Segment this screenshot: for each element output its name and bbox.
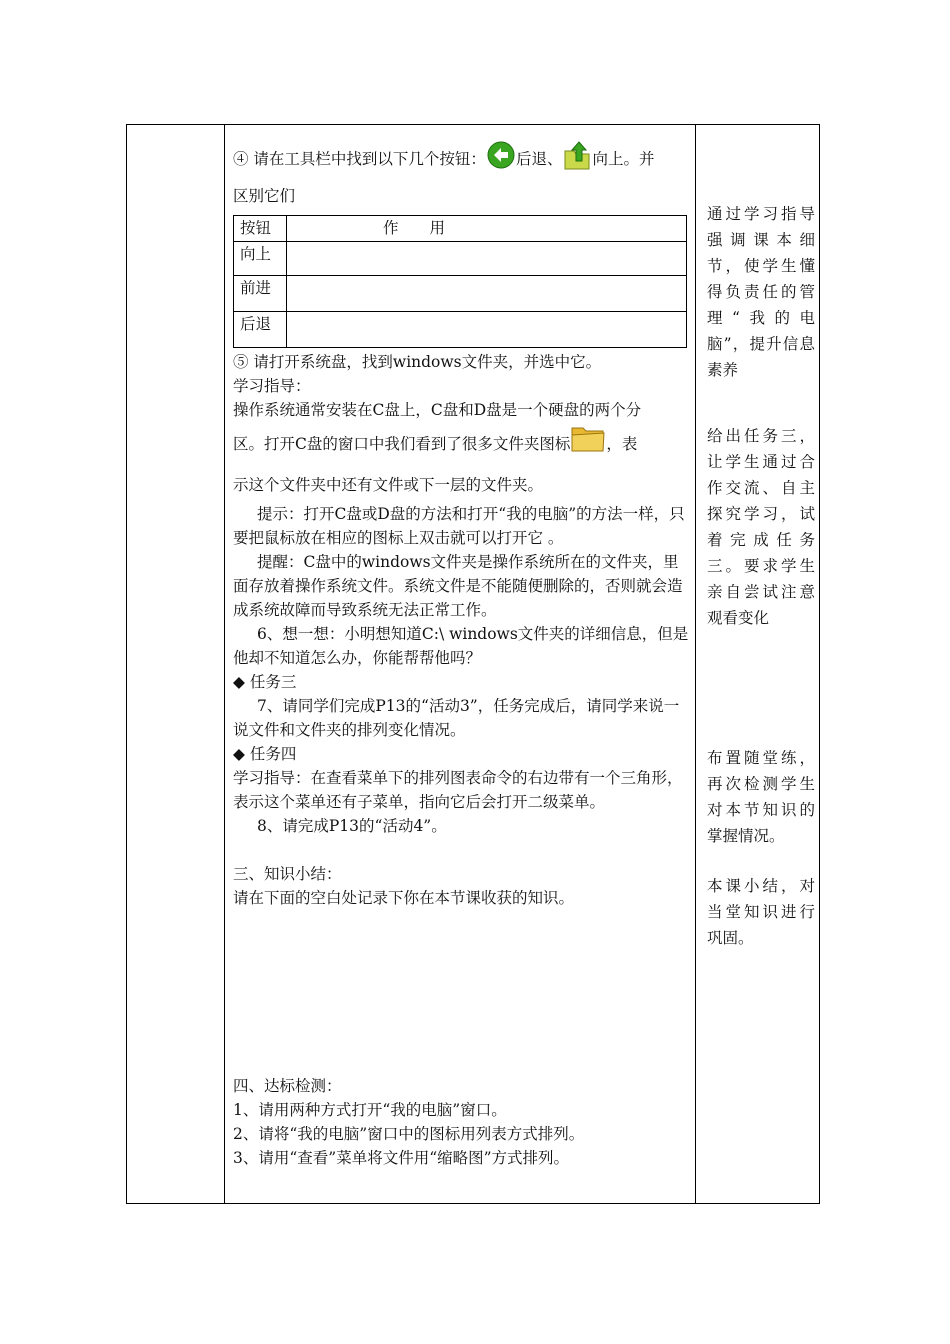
guide1-line3: 示这个文件夹中还有文件或下一层的文件夹。	[233, 476, 544, 494]
note-3: 布置随堂练，再次检测学生对本节知识的掌握情况。	[707, 749, 815, 845]
button-function-table	[233, 215, 687, 348]
task4-text: 8、请完成P13的“活动4”。	[257, 817, 447, 835]
table-cell-back-desc	[287, 312, 687, 348]
summary-title: 三、知识小结：	[233, 865, 342, 883]
guide1-line2-end: ，表	[606, 435, 638, 453]
task4-intro-text: ④ 请在工具栏中找到以下几个按钮：	[233, 150, 486, 168]
guide2-text: 学习指导：在查看菜单下的排列图表命令的右边带有一个三角形，表示这个菜单还有子菜单，指向它后会打开二级菜单。	[233, 769, 683, 811]
table-row-forward: 前进	[234, 276, 287, 312]
table-row-back: 后退	[234, 312, 287, 348]
note-1: 通过学习指导强调课本细节，使学生懂得负责任的管理“我的电脑”，提升信息素养	[707, 205, 815, 379]
back-arrow-icon	[486, 141, 516, 179]
task4-title: ◆ 任务四	[233, 745, 297, 763]
check-item-1: 1、请用两种方式打开“我的电脑”窗口。	[233, 1101, 507, 1119]
think-text: 6、想一想：小明想知道C:\ windows文件夹的详细信息，但是他却不知道怎么办，你能帮帮他吗？	[233, 625, 689, 667]
guide1-line2: 区。打开C盘的窗口中我们看到了很多文件夹图标	[233, 435, 571, 453]
table-header-button: 按钮	[234, 216, 287, 242]
table-row-up: 向上	[234, 242, 287, 276]
step5-text: ⑤ 请打开系统盘，找到windows文件夹，并选中它。	[233, 353, 602, 371]
up-label: 向上。并	[592, 150, 655, 168]
guide1-label: 学习指导：	[233, 377, 311, 395]
task4-intro-line2: 区别它们	[233, 187, 296, 205]
table-cell-forward-desc	[287, 276, 687, 312]
guide1-line1: 操作系统通常安装在C盘上，C盘和D盘是一个硬盘的两个分	[233, 401, 642, 419]
check-item-2: 2、请将“我的电脑”窗口中的图标用列表方式排列。	[233, 1125, 585, 1143]
lesson-table	[126, 124, 820, 1204]
task3-text: 7、请同学们完成P13的“活动3”，任务完成后，请同学来说一说文件和文件夹的排列变化情况。	[233, 697, 680, 739]
back-label: 后退、	[515, 150, 563, 168]
note-4: 本课小结，对当堂知识进行巩固。	[707, 877, 815, 947]
blank-writing-area	[233, 910, 689, 1074]
reminder-text: 提醒：C盘中的windows文件夹是操作系统所在的文件夹，里面存放着操作系统文件。系统文件是不能随便删除的，否则就会造成系统故障而导致系统无法正常工作。	[233, 553, 683, 619]
table-header-function: 作 用	[287, 216, 687, 242]
summary-text: 请在下面的空白处记录下你在本节课收获的知识。	[233, 889, 575, 907]
check-title: 四、达标检测：	[233, 1077, 342, 1095]
note-2: 给出任务三，让学生通过合作交流、自主探究学习，试着完成任务三。要求学生亲自尝试注意观看变化	[707, 427, 815, 627]
folder-icon	[570, 422, 606, 468]
task3-title: ◆ 任务三	[233, 673, 297, 691]
check-item-3: 3、请用“查看”菜单将文件用“缩略图”方式排列。	[233, 1149, 570, 1167]
main-content-column	[225, 125, 695, 1203]
teaching-notes-column	[699, 125, 819, 1203]
up-folder-icon	[562, 139, 592, 181]
hint-text: 提示：打开C盘或D盘的方法和打开“我的电脑”的方法一样，只要把鼠标放在相应的图标上双击就可以打开它 。	[233, 505, 685, 547]
table-cell-up-desc	[287, 242, 687, 276]
column-divider-right	[695, 125, 696, 1203]
